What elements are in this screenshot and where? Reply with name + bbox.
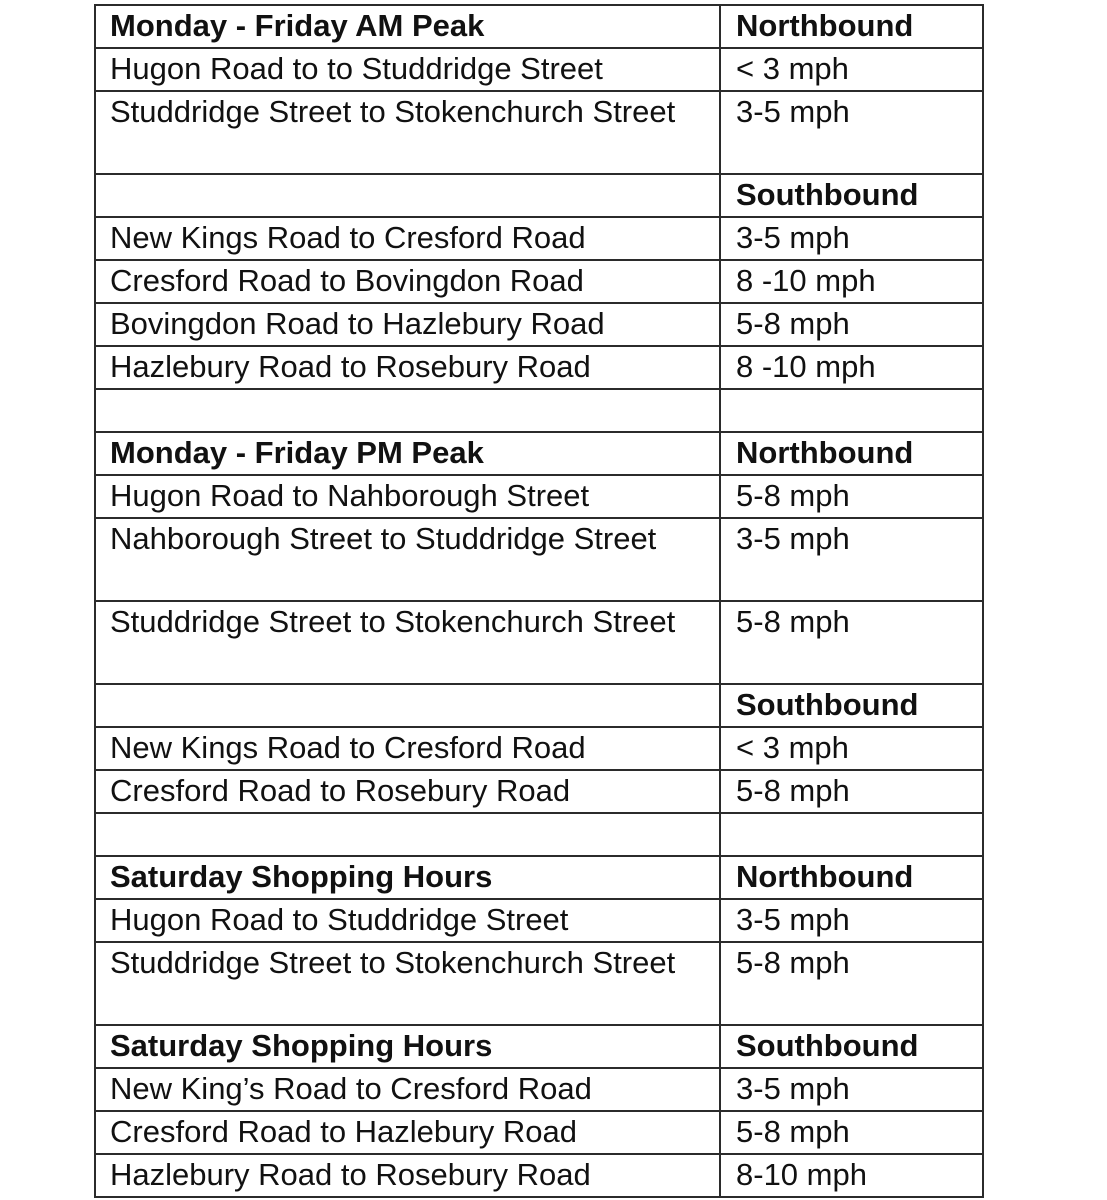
section-header-row <box>95 1025 983 1068</box>
table-row <box>95 770 983 813</box>
route-cell: Bovingdon Road to Hazlebury Road <box>95 303 720 346</box>
speed-cell: < 3 mph <box>720 727 983 770</box>
direction-label: Southbound <box>720 684 983 727</box>
section-title: Saturday Shopping Hours <box>95 1025 720 1068</box>
speed-cell: 8 -10 mph <box>720 346 983 389</box>
table-row <box>95 942 983 1025</box>
speed-cell: 8-10 mph <box>720 1154 983 1197</box>
route-cell <box>95 389 720 432</box>
route-cell: Cresford Road to Rosebury Road <box>95 770 720 813</box>
section-header-row <box>95 432 983 475</box>
table-row <box>95 48 983 91</box>
speed-cell: 3-5 mph <box>720 1068 983 1111</box>
route-cell: Cresford Road to Bovingdon Road <box>95 260 720 303</box>
route-cell: New Kings Road to Cresford Road <box>95 727 720 770</box>
speed-cell: 3-5 mph <box>720 91 983 174</box>
table-row <box>95 1154 983 1197</box>
speed-cell <box>720 389 983 432</box>
direction-row <box>95 684 983 727</box>
table-row <box>95 518 983 601</box>
speed-cell: 3-5 mph <box>720 518 983 601</box>
table-row <box>95 475 983 518</box>
direction-label: Northbound <box>720 856 983 899</box>
section-title: Saturday Shopping Hours <box>95 856 720 899</box>
table-row <box>95 1068 983 1111</box>
route-cell <box>95 813 720 856</box>
direction-row <box>95 174 983 217</box>
speed-cell: 5-8 mph <box>720 601 983 684</box>
table-row <box>95 260 983 303</box>
section-header-row <box>95 856 983 899</box>
route-cell: New King’s Road to Cresford Road <box>95 1068 720 1111</box>
table-row <box>95 727 983 770</box>
direction-label: Southbound <box>720 174 983 217</box>
route-cell <box>95 174 720 217</box>
table-row <box>95 899 983 942</box>
table-row <box>95 1111 983 1154</box>
table-row <box>95 346 983 389</box>
direction-label: Northbound <box>720 432 983 475</box>
route-cell: Hugon Road to Studdridge Street <box>95 899 720 942</box>
route-cell: Hugon Road to Nahborough Street <box>95 475 720 518</box>
table-row <box>95 91 983 174</box>
route-cell: Hazlebury Road to Rosebury Road <box>95 1154 720 1197</box>
route-cell: Cresford Road to Hazlebury Road <box>95 1111 720 1154</box>
section-title: Monday - Friday AM Peak <box>95 5 720 48</box>
table-body <box>95 5 983 1197</box>
speed-cell: 5-8 mph <box>720 1111 983 1154</box>
route-cell: Studdridge Street to Stokenchurch Street <box>95 91 720 174</box>
speed-cell: 5-8 mph <box>720 770 983 813</box>
speed-cell <box>720 813 983 856</box>
direction-label: Southbound <box>720 1025 983 1068</box>
direction-label: Northbound <box>720 5 983 48</box>
route-cell: Studdridge Street to Stokenchurch Street <box>95 601 720 684</box>
spacer-row <box>95 813 983 856</box>
spacer-row <box>95 389 983 432</box>
table-row <box>95 601 983 684</box>
table-row <box>95 217 983 260</box>
section-header-row <box>95 5 983 48</box>
speed-cell: < 3 mph <box>720 48 983 91</box>
speed-cell: 3-5 mph <box>720 899 983 942</box>
route-cell <box>95 684 720 727</box>
speed-cell: 8 -10 mph <box>720 260 983 303</box>
speed-cell: 5-8 mph <box>720 303 983 346</box>
route-cell: Studdridge Street to Stokenchurch Street <box>95 942 720 1025</box>
speed-cell: 5-8 mph <box>720 942 983 1025</box>
route-cell: Hugon Road to to Studdridge Street <box>95 48 720 91</box>
traffic-speed-table <box>94 4 984 1198</box>
speed-cell: 5-8 mph <box>720 475 983 518</box>
route-cell: Nahborough Street to Studdridge Street <box>95 518 720 601</box>
table-row <box>95 303 983 346</box>
speed-cell: 3-5 mph <box>720 217 983 260</box>
route-cell: New Kings Road to Cresford Road <box>95 217 720 260</box>
section-title: Monday - Friday PM Peak <box>95 432 720 475</box>
route-cell: Hazlebury Road to Rosebury Road <box>95 346 720 389</box>
